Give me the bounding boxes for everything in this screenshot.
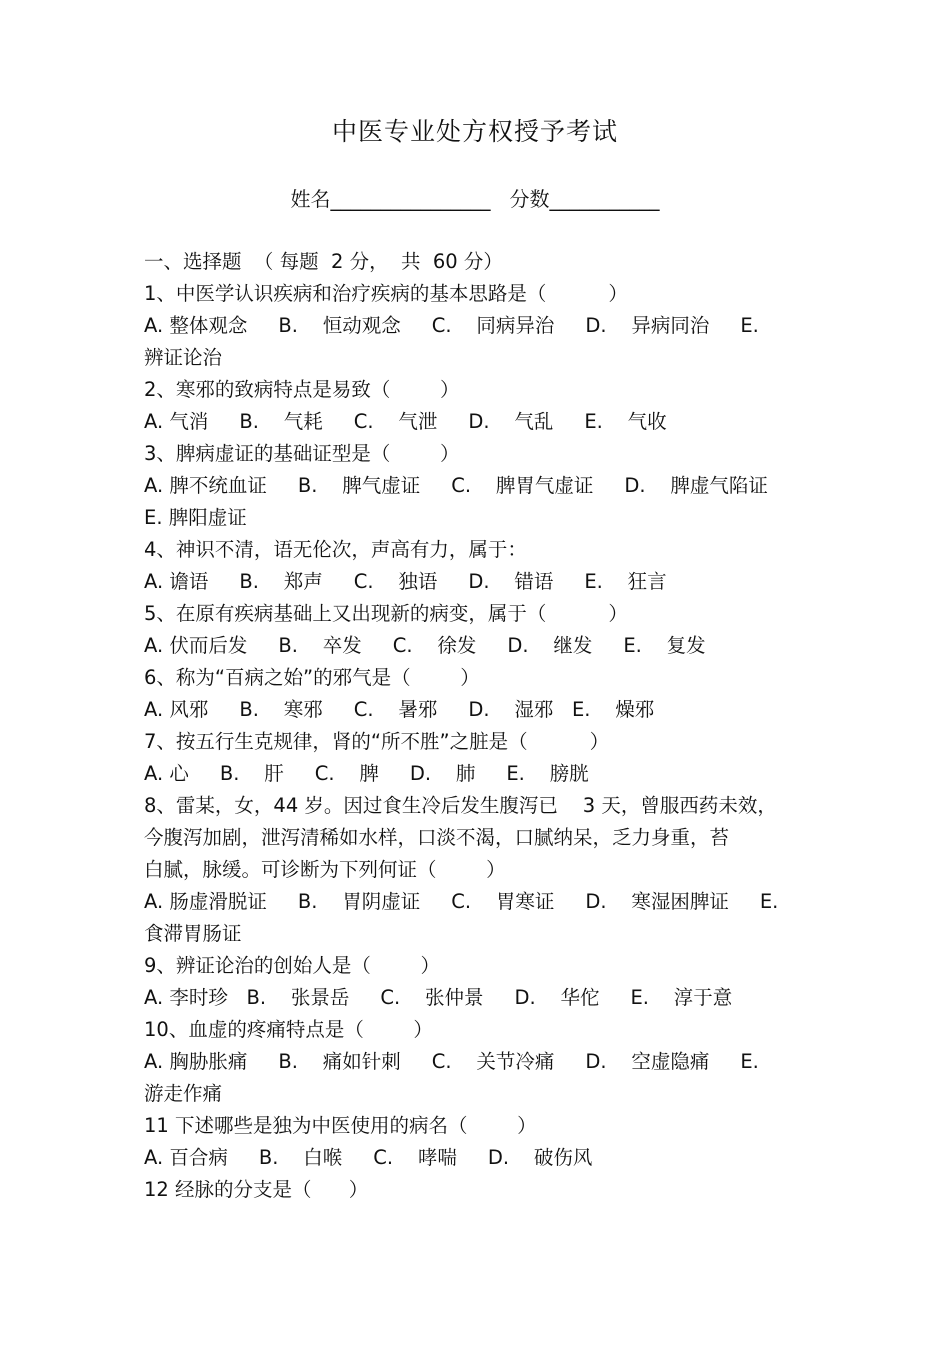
question-line: 10、血虚的疼痛特点是（ ） <box>144 1018 433 1041</box>
question-line: 4、神识不清，语无伦次，声高有力，属于： <box>144 538 527 561</box>
question-line: 3、脾病虚证的基础证型是（ ） <box>144 442 460 465</box>
question-line: 12 经脉的分支是（ ） <box>144 1178 369 1201</box>
options-line: A. 李时珍 B. 张景岳 C. 张仲景 D. 华佗 E. 淳于意 <box>144 986 733 1009</box>
question-line: 白腻，脉缓。可诊断为下列何证（ ） <box>144 858 506 881</box>
question-line: 5、在原有疾病基础上又出现新的病变，属于（ ） <box>144 602 628 625</box>
options-line: A. 百合病 B. 白喉 C. 哮喘 D. 破伤风 <box>144 1146 593 1169</box>
question-line: 11 下述哪些是独为中医使用的病名（ ） <box>144 1114 537 1137</box>
options-line: A. 风邪 B. 寒邪 C. 暑邪 D. 湿邪 E. 燥邪 <box>144 698 655 721</box>
options-line: 辨证论治 <box>144 346 223 369</box>
question-line: 2、寒邪的致病特点是易致（ ） <box>144 378 460 401</box>
section-heading: 一、选择题 （ 每题 2 分， 共 60 分） <box>144 250 503 273</box>
exam-header-fields <box>0 183 950 212</box>
name-label: 姓名 <box>290 187 331 211</box>
options-line: A. 心 B. 肝 C. 脾 D. 肺 E. 膀胱 <box>144 762 589 785</box>
question-line: 今腹泻加剧，泄泻清稀如水样，口淡不渴，口腻纳呆，乏力身重，苔 <box>144 826 730 849</box>
question-line: 8、雷某，女，44 岁。因过食生冷后发生腹泻已 3 天，曾服西药未效， <box>144 794 777 817</box>
score-label: 分数 <box>509 187 550 211</box>
question-line: 7、按五行生克规律，肾的“所不胜”之脏是（ ） <box>144 730 610 753</box>
options-line: A. 胸胁胀痛 B. 痛如针刺 C. 关节冷痛 D. 空虚隐痛 E. <box>144 1050 759 1073</box>
question-line: 1、中医学认识疾病和治疗疾病的基本思路是（ ） <box>144 282 628 305</box>
name-blank: ________________ <box>330 187 491 211</box>
options-line: 食滞胃肠证 <box>144 922 242 945</box>
options-line: E. 脾阳虚证 <box>144 506 247 529</box>
options-line: A. 整体观念 B. 恒动观念 C. 同病异治 D. 异病同治 E. <box>144 314 759 337</box>
score-blank: ___________ <box>549 187 660 211</box>
question-line: 6、称为“百病之始”的邪气是（ ） <box>144 666 480 689</box>
options-line: A. 脾不统血证 B. 脾气虚证 C. 脾胃气虚证 D. 脾虚气陷证 <box>144 474 768 497</box>
options-line: A. 伏而后发 B. 卒发 C. 徐发 D. 继发 E. 复发 <box>144 634 706 657</box>
options-line: A. 肠虚滑脱证 B. 胃阴虚证 C. 胃寒证 D. 寒湿困脾证 E. <box>144 890 779 913</box>
page-title: 中医专业处方权授予考试 <box>331 117 618 146</box>
question-body <box>144 246 824 1206</box>
question-line: 9、辨证论治的创始人是（ ） <box>144 954 440 977</box>
options-line: A. 气消 B. 气耗 C. 气泄 D. 气乱 E. 气收 <box>144 410 667 433</box>
options-line: 游走作痛 <box>144 1082 223 1105</box>
options-line: A. 谵语 B. 郑声 C. 独语 D. 错语 E. 狂言 <box>144 570 667 593</box>
